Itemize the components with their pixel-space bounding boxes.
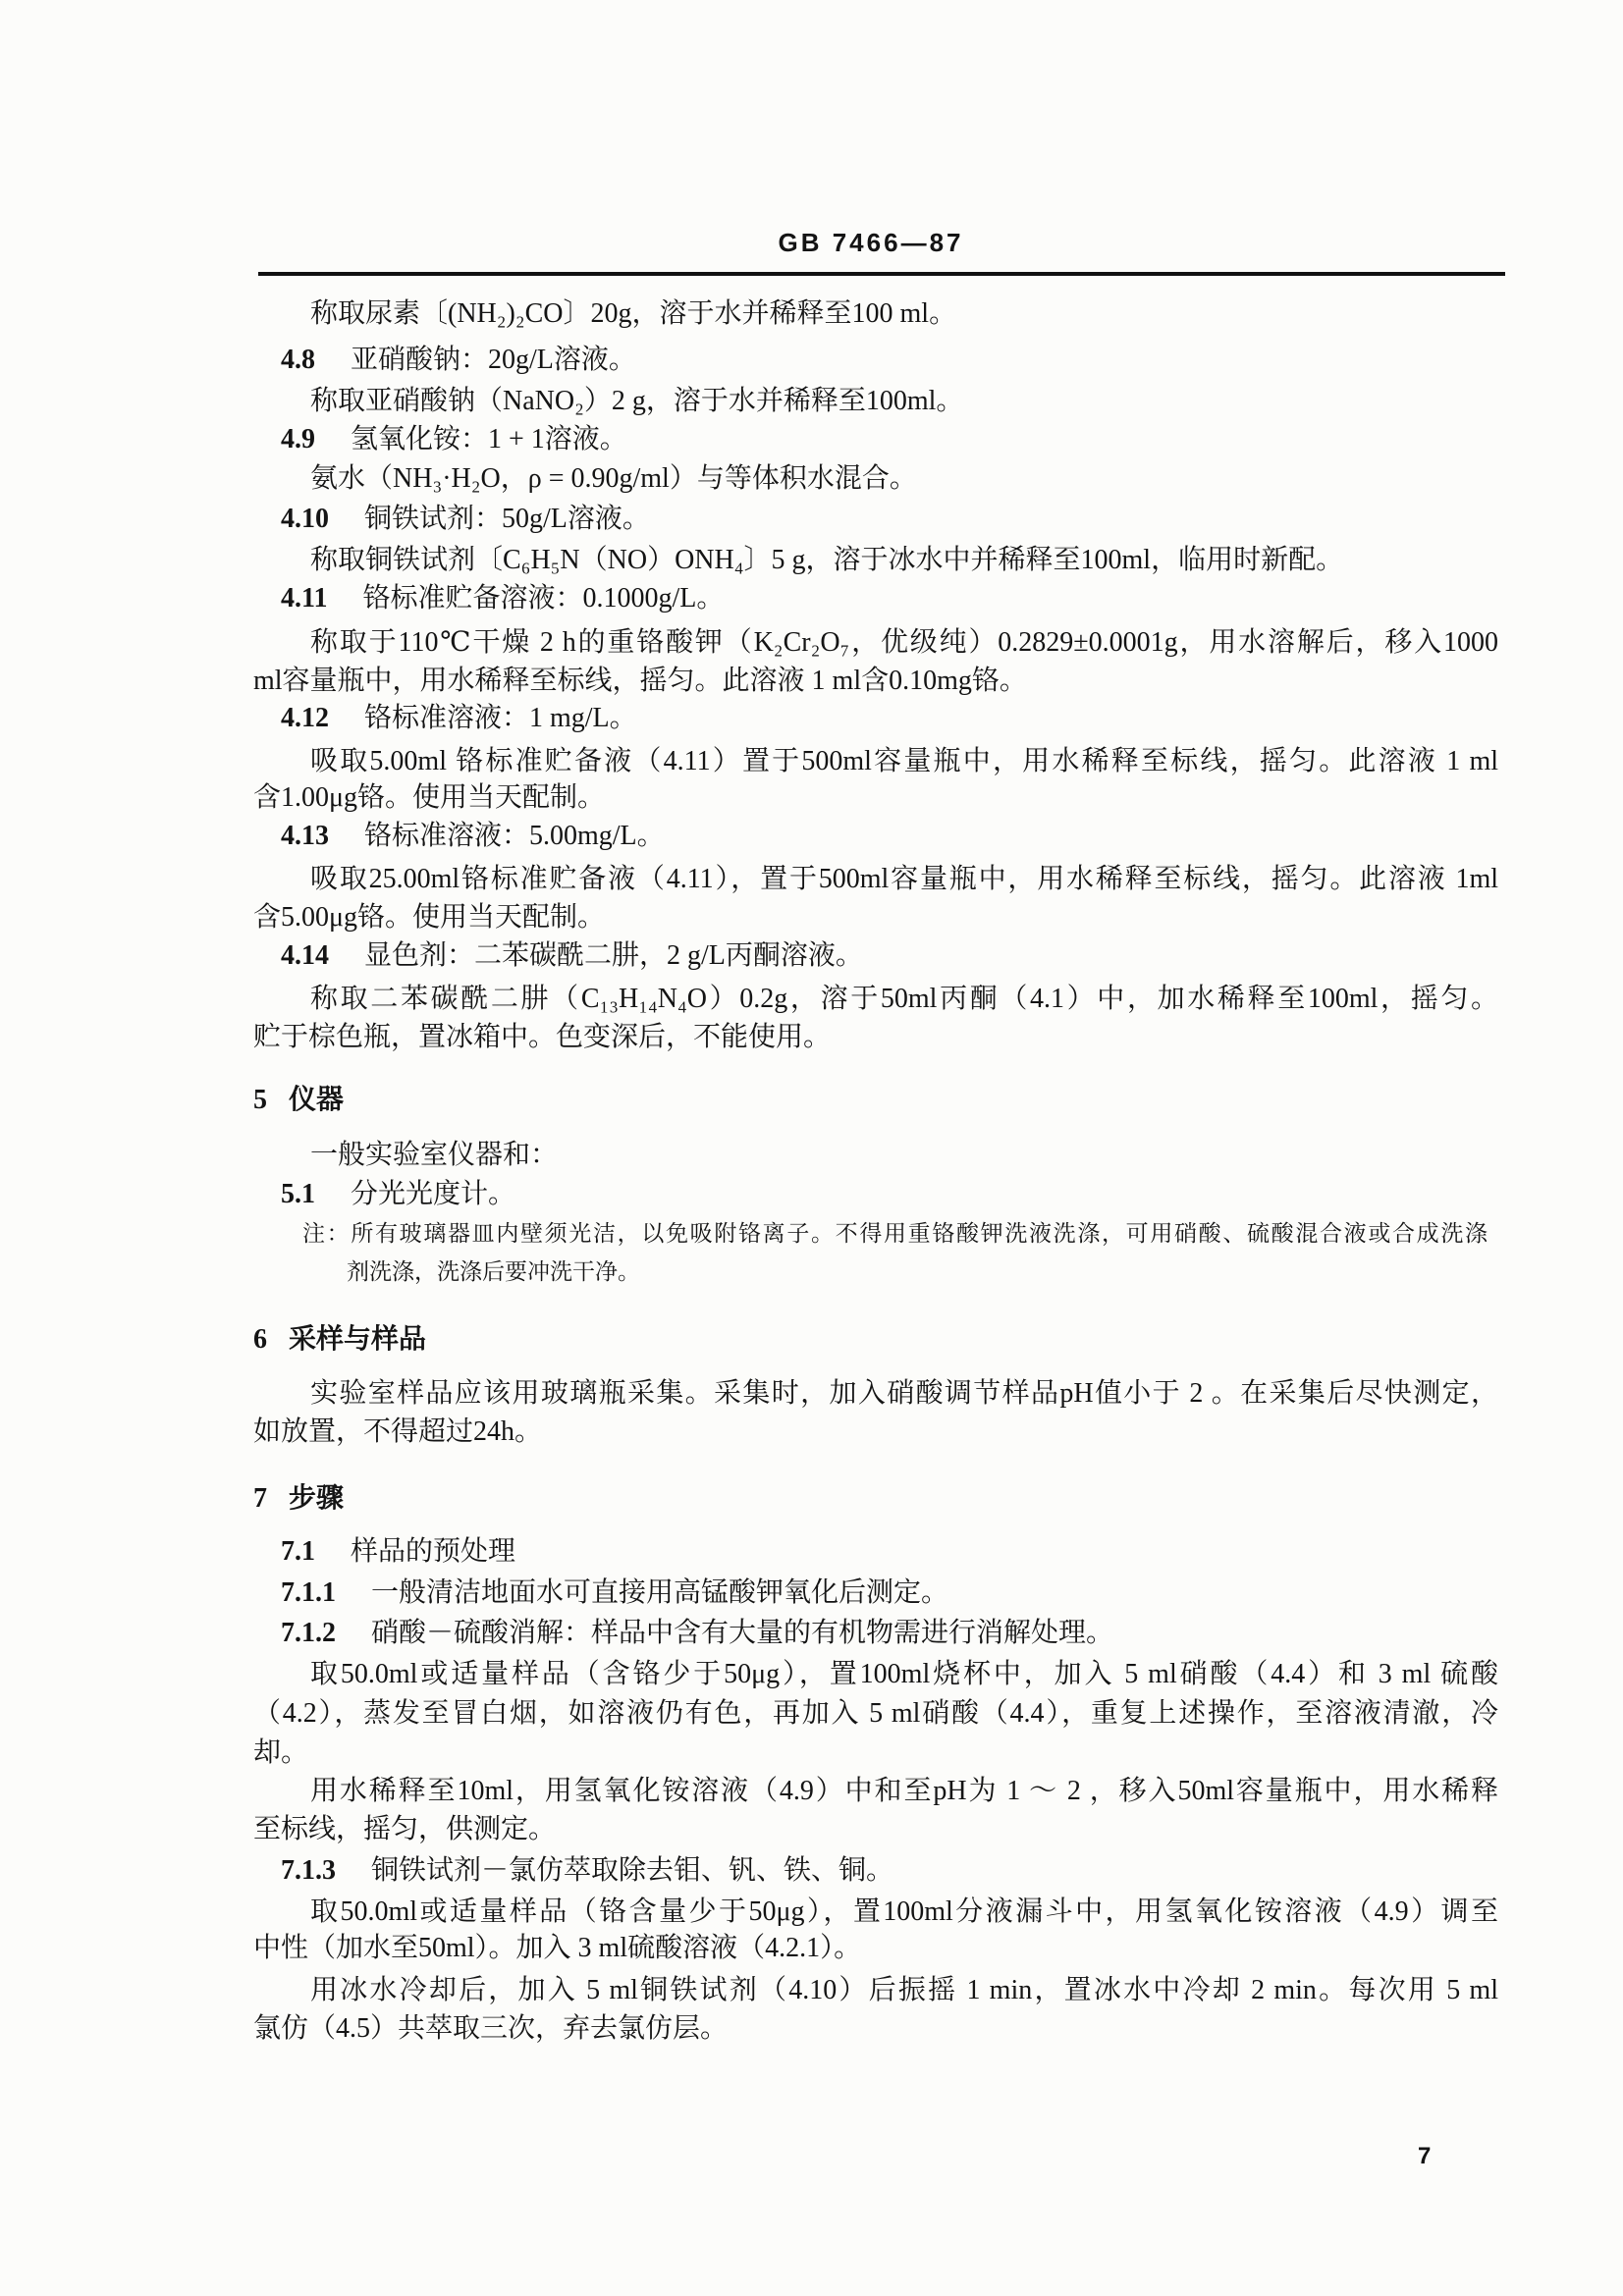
body-line: 称取亚硝酸钠（NaNO₂）2 g，溶于水并稀释至100ml。 (310, 386, 964, 416)
clause-title: 硝酸－硫酸消解：样品中含有大量的有机物需进行消解处理。 (371, 1618, 1114, 1648)
body-line: 用冰水冷却后，加入 5 ml铜铁试剂（4.10）后振摇 1 min，置冰水中冷却 2 min。每次用 5 ml (310, 1975, 1498, 2005)
section-heading (253, 1482, 344, 1516)
clause-heading (281, 423, 627, 456)
clause-number: 7.1.1 (281, 1577, 336, 1608)
clause-title: 一般清洁地面水可直接用高锰酸钾氧化后测定。 (371, 1577, 949, 1608)
section-title: 步骤 (289, 1483, 345, 1514)
body-line: 吸取25.00ml铬标准贮备液（4.11），置于500ml容量瓶中，用水稀释至标线，摇匀。此溶液 1ml (310, 864, 1498, 894)
clause-number: 4.11 (281, 583, 328, 614)
clause-title: 氢氧化铵：1 + 1溶液。 (351, 424, 627, 454)
clause-heading (281, 1854, 893, 1888)
section-heading (253, 1084, 344, 1117)
body-line: ml容量瓶中，用水稀释至标线，摇匀。此溶液 1 ml含0.10mg铬。 (253, 666, 1027, 696)
clause-title: 铜铁试剂：50g/L溶液。 (364, 504, 650, 534)
body-line: 中性（加水至50ml）。加入 3 ml硫酸溶液（4.2.1）。 (253, 1933, 862, 1963)
body-line: （4.2），蒸发至冒白烟，如溶液仍有色，再加入 5 ml硝酸（4.4），重复上述操作，至溶液清澈，冷 (253, 1698, 1498, 1729)
clause-number: 7.1.3 (281, 1855, 336, 1886)
clause-title: 铬标准贮备溶液：0.1000g/L。 (362, 583, 725, 614)
clause-title: 铬标准溶液：5.00mg/L。 (364, 821, 665, 851)
page-number: 7 (1418, 2143, 1432, 2169)
body-line: 取50.0ml或适量样品（铬含量少于50μg），置100ml分液漏斗中，用氢氧化铵溶液（4.9）调至 (310, 1896, 1498, 1927)
clause-number: 4.12 (281, 703, 329, 733)
standard-code: GB 7466—87 (778, 228, 964, 257)
clause-title: 分光光度计。 (351, 1179, 516, 1209)
clause-title: 铬标准溶液：1 mg/L。 (364, 703, 637, 733)
subsection-number: 7.1 (281, 1536, 315, 1567)
body-line: 如放置，不得超过24h。 (253, 1416, 543, 1447)
section-heading (253, 1323, 426, 1357)
clause-heading (281, 344, 636, 377)
note-line: 注：所有玻璃器皿内壁须光洁，以免吸附铬离子。不得用重铬酸钾洗液洗涤，可用硝酸、硫酸混合液或合成洗涤 (302, 1221, 1488, 1246)
body-line: 至标线，摇匀，供测定。 (253, 1814, 557, 1844)
clause-number: 5.1 (281, 1179, 315, 1209)
section-title: 采样与样品 (289, 1324, 427, 1355)
body-line: 称取尿素〔(NH₂)₂CO〕20g，溶于水并稀释至100 ml。 (310, 298, 957, 329)
clause-number: 4.14 (281, 940, 329, 971)
note-line: 剂洗涤，洗涤后要冲洗干净。 (347, 1259, 640, 1284)
body-line: 一般实验室仪器和： (310, 1140, 559, 1170)
body-line: 称取于110℃干燥 2 h的重铬酸钾（K₂Cr₂O₇，优级纯）0.2829±0.0001g，用水溶解后，移入1000 (310, 627, 1498, 658)
body-line: 实验室样品应该用玻璃瓶采集。采集时，加入硝酸调节样品pH值小于 2 。在采集后尽快测定， (310, 1378, 1498, 1409)
clause-heading (281, 1576, 948, 1610)
section-title: 仪器 (289, 1085, 345, 1115)
body-line: 用水稀释至10ml，用氢氧化铵溶液（4.9）中和至pH为 1 ～ 2 ，移入50ml容量瓶中，用水稀释 (310, 1776, 1498, 1806)
clause-title: 显色剂：二苯碳酰二肼，2 g/L丙酮溶液。 (364, 940, 863, 971)
body-line: 称取铜铁试剂〔C₆H₅N（NO）ONH₄〕5 g，溶于冰水中并稀释至100ml，临用时新配。 (310, 545, 1344, 575)
clause-heading (281, 503, 650, 536)
clause-number: 4.13 (281, 821, 329, 851)
body-line: 含5.00μg铬。使用当天配制。 (253, 902, 606, 933)
section-number: 5 (253, 1085, 267, 1115)
clause-number: 4.10 (281, 504, 329, 534)
clause-title: 铜铁试剂－氯仿萃取除去钼、钒、铁、铜。 (371, 1855, 894, 1886)
body-line: 称取二苯碳酰二肼（C₁₃H₁₄N₄O）0.2g，溶于50ml丙酮（4.1）中，加水稀释至100ml，摇匀。 (310, 984, 1498, 1014)
clause-heading (281, 582, 724, 615)
body-line: 却。 (253, 1737, 309, 1768)
subsection-title: 样品的预处理 (351, 1536, 516, 1567)
clause-number: 4.9 (281, 424, 315, 454)
body-line: 贮于棕色瓶，置冰箱中。色变深后，不能使用。 (253, 1022, 832, 1052)
header-rule (258, 272, 1505, 276)
section-number: 6 (253, 1324, 267, 1355)
clause-number: 4.8 (281, 345, 315, 375)
subsection-heading (281, 1535, 515, 1569)
body-line: 吸取5.00ml 铬标准贮备液（4.11）置于500ml容量瓶中，用水稀释至标线，摇匀。此溶液 1 ml (310, 746, 1498, 776)
body-line: 氯仿（4.5）共萃取三次，弃去氯仿层。 (253, 2013, 729, 2044)
clause-heading (281, 702, 637, 735)
clause-heading (281, 939, 863, 973)
clause-heading (281, 820, 665, 853)
body-line: 含1.00μg铬。使用当天配制。 (253, 782, 606, 813)
body-line: 取50.0ml或适量样品（含铬少于50μg），置100ml烧杯中，加入 5 ml硝酸（4.4）和 3 ml 硫酸 (310, 1659, 1498, 1689)
body-line: 氨水（NH₃·H₂O，ρ = 0.90g/ml）与等体积水混合。 (310, 463, 917, 494)
clause-title: 亚硝酸钠：20g/L溶液。 (351, 345, 636, 375)
clause-number: 7.1.2 (281, 1618, 336, 1648)
clause-heading (281, 1617, 1113, 1650)
clause-heading (281, 1178, 515, 1211)
section-number: 7 (253, 1483, 267, 1514)
